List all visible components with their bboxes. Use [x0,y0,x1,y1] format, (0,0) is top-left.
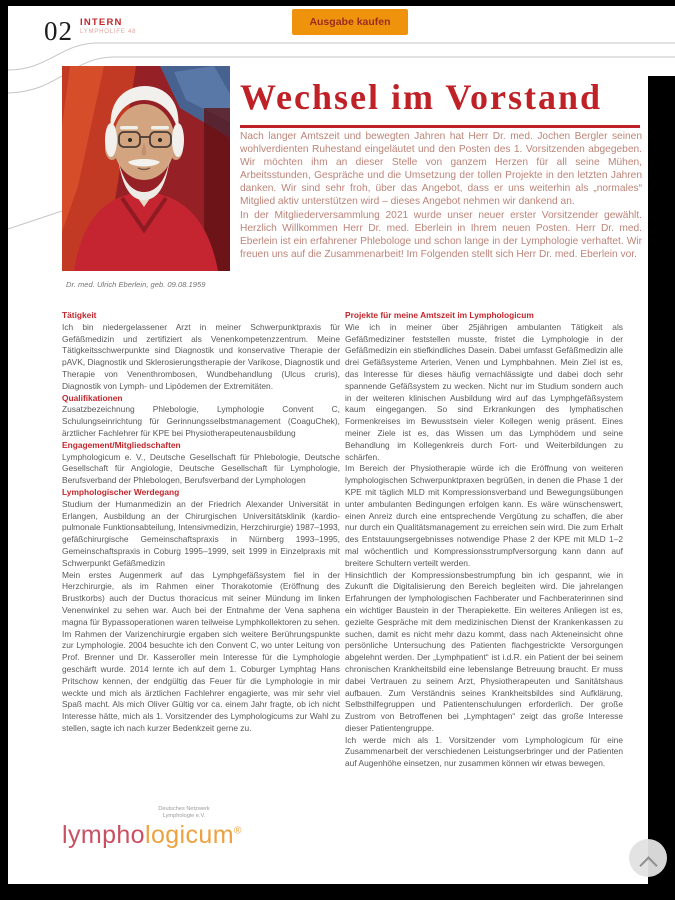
logo-wordmark-logicum: logicum [145,821,234,850]
right-column [345,310,623,770]
intro-paragraph: In der Mitgliederversammlung 2021 wurde unser neuer erster Vorsitzender gewählt. Herzlich Willkommen Herr Dr. med. Eberlein in Ihrem neuen Posten. Herr Dr. med. Eberlein ist ein erfahrener Phlebologe und schon lange in der Lymphologie verhaftet. Wir freuen uns auf die Zusammenarbeit! Im Folgenden stellt sich Herr Dr. med. Eberlein vor. [240,209,642,260]
section-paragraph: Hinsichtlich der Kompressionsbestrumpfung bin ich gespannt, wie in Zukunft die Digitalisierung den Bereich begleiten wird. Die jahrelangen Erfahrungen der lymphologischen Fachberater und Fachberaterinnen sind ein wichtiger Baustein in der Therapiekette. Ein weiteres Anliegen ist es, gezielte Gespräche mit dem medizinischen Dienst der Krankenkassen zu suchen, damit es nicht mehr dazu kommt, dass nach Akteneinsicht ohne persönliche Untersuchung des Patienten flachgestrickte Versorgungen abgelehnt werden. Der „Lymphpatient“ ist i.d.R. ein Patient der bei seinem chronischen Krankheitsbild eine lebenslange Betreuung braucht. Er muss dabei Vertrauen zu seinem Arzt, Physiotherapeuten und Sanitätshaus aufbauen. Zum Verständnis seines Krankheitsbildes sind Aufklärung, Selbsthilfegruppen und Patientenschulungen erforderlich. Der große Zustrom von Betroffenen bei „Lymphtagen“ zeigt das große Interesse dieser Patientengruppe. [345,569,623,733]
lymphologicum-logo [62,806,272,850]
logo-network-line1: Deutsches Netzwerk [158,806,210,812]
photo-caption: Dr. med. Ulrich Eberlein, geb. 09.08.1959 [66,280,206,289]
section-paragraph: Ich bin niedergelassener Arzt in meiner Schwerpunktpraxis für Gefäßmedizin und zertifiziert als Venenkompetenzzentrum. Meine Tätigkeitsschwerpunkte sind Diagnostik und konservative Therapie der pAVK, Diagnostik und Sklerosierungstherapie der Varikose, Diagnostik und Therapie von Venenthrombosen, Wundbehandlung (Ulcus cruris), Diagnostik von Lymph- und Lipödemen der Extremitäten. [62,321,340,391]
section-label: INTERN [80,17,123,28]
scroll-to-top-button[interactable] [629,839,667,877]
section-paragraph: Mein erstes Augenmerk auf das Lymphgefäßsystem fiel in der Herzchirurgie, als im Rahmen einer Thorakotomie (Eröffnung des Brustkorbs) auch der Ductus thoracicus mit seiner Mündung im linken Venenwinkel zu sehen war. Auch bei der Entnahme der Vena saphena magna für Bypassoperationen waren teilweise Lymphkollektoren zu sehen. Im Rahmen der Varizenchirurgie ergaben sich weitere Berührungspunkte zur Lymphologie. 2004 besuchte ich den Convent C, wo unter Leitung von Prof. Brenner und Dr. Kasseroller mein Interesse für die Lymphologie geschärft wurde. 2014 lernte ich auf dem 1. Coburger Lymphtag Hans Pritschow kennen, der endgültig das Feuer für die Lymphologie in mir weckte und mich als ärztlichen Fachlehrer engagierte, was mir sehr viel Spaß macht. Als mich Oliver Gültig vor ca. einem Jahr fragte, ob ich nicht Interesse hätte, mich als 1. Vorsitzender des Lymphologicums zur Wahl zu stellen, sagte ich nach kurzer Bedenkzeit gerne zu. [62,569,340,733]
section-paragraph: Wie ich in meiner über 25jährigen ambulanten Tätigkeit als Gefäßmediziner feststellen musste, fristet die Lymphologie in der Gefäßmedizin ein stiefkindliches Dasein. Dabei umfasst Gefäßmedizin alle drei Gefäßsysteme Arterien, Venen und Lymphbahnen. Mein Ziel ist es, das Interesse für dieses häufig vernachlässigte und dabei doch sehr spannende Gefäßsystem zu wecken. Nicht nur im Studium sondern auch in der weiteren klinischen Ausbildung wird auf das Lymphgefäßsystem kaum eingegangen. So sind Erkrankungen des lymphatischen Formenkreises im Bewusstsein vieler Kollegen wenig präsent. Eines meiner Ziele ist es, das Wissen um das Lymphödem und seine Behandlung im Kollegenkreis durch Fort- und Weiterbildungen zu schärfen. [345,321,623,462]
section-paragraph: Lymphologicum e. V., Deutsche Gesellschaft für Phlebologie, Deutsche Gesellschaft für Angiologie, Deutsche Gesellschaft für Lymphologie, Berufsverband der Phlebologen, Berufsverband der Lymphologen [62,451,340,486]
section-heading: Lymphologischer Werdegang [62,486,180,497]
issue-label: LYMPHOLIFE 48 [80,29,137,35]
page-number: 02 [44,16,73,46]
logo-network-line2: Lymphologie e.V. [162,812,206,819]
section-paragraph: Im Bereich der Physiotherapie würde ich die Eröffnung von weiteren lymphologischen Schwerpunktpraxen begrüßen, in denen die Phase 1 der KPE mit täglich MLD mit Kompressionsverband und Bewegungsübungen unter ambulanten Bedingungen erfolgen kann. Es wäre wünschenswert, einen Anreiz durch eine entsprechende Vergütung zu schaffen, die aber nur durch ein Qualitätsmanagement zu erreichen sein wird. Die zum Erhalt des Entstauungsergebnisses notwendige Phase 2 der KPE mit MLD 1–2 mal wöchentlich und Kompressionsstrumpfversorgung kann dann auf breitere Schultern verteilt werden. [345,463,623,568]
section-paragraph: Studium der Humanmedizin an der Friedrich Alexander Universität in Erlangen, Ausbildung an der Chirurgischen Universitätsklinik (kardio-pulmonale Funktionsabteilung, Intensivmedizin, Herzchirurgie) 1987–1993, gefäßchirurgische Gemeinschaftspraxis in Nürnberg 1993–1995, Gemeinschaftspraxis in Coburg 1995–1999, seit 1999 in Einzelpraxis mit Schwerpunkt Gefäßmedizin [62,498,340,568]
registered-trademark-symbol: ® [233,825,242,837]
section-heading: Qualifikationen [62,392,123,403]
section-paragraph: Zusatzbezeichnung Phlebologie, Lymphologie Convent C, Schulungseinrichtung für Gerinnungsselbstmanagement (CoaguChek), ärztlicher Fachlehrer für KPE bei Physiotherapeutenausbildung [62,404,340,438]
section-paragraph: Ich werde mich als 1. Vorsitzender vom Lymphologicum für eine Zusammenarbeit der verschiedenen Leistungserbringer und der Patienten auf Augenhöhe einsetzen, nur zusammen können wir etwas bewegen. [345,734,623,769]
article-intro [240,130,642,261]
portrait-photo [62,66,230,271]
logo-wordmark [62,821,272,850]
buy-issue-button[interactable]: Ausgabe kaufen [292,9,408,35]
logo-wordmark-lympho: lympho [62,821,145,850]
chevron-up-icon [639,856,657,874]
article-title: Wechsel im Vorstand [240,76,640,128]
portrait-illustration [62,66,230,271]
intro-paragraph: Nach langer Amtszeit und bewegten Jahren hat Herr Dr. med. Jochen Bergler seinen wohlverdienten Ruhestand eingeläutet und den Posten des 1. Vorsitzenden abgegeben. Wir möchten ihm an dieser Stelle von ganzem Herzen für all seine Mühen, Arbeitsstunden, Gespräche und die Umsetzung der tollen Projekte in den letzten Jahren danken. Wir sind sehr froh, über das Angebot, dass er uns weiterhin als „normales“ Mitglied aktiv unterstützen wird – dieses Angebot nehmen wir dankend an. [240,131,642,208]
section-heading: Projekte für meine Amtszeit im Lymphologicum [345,310,534,320]
logo-network-name [134,806,234,819]
left-column [62,310,340,735]
section-heading: Engagement/Mitgliedschaften [62,439,181,450]
section-heading: Tätigkeit [62,310,97,320]
